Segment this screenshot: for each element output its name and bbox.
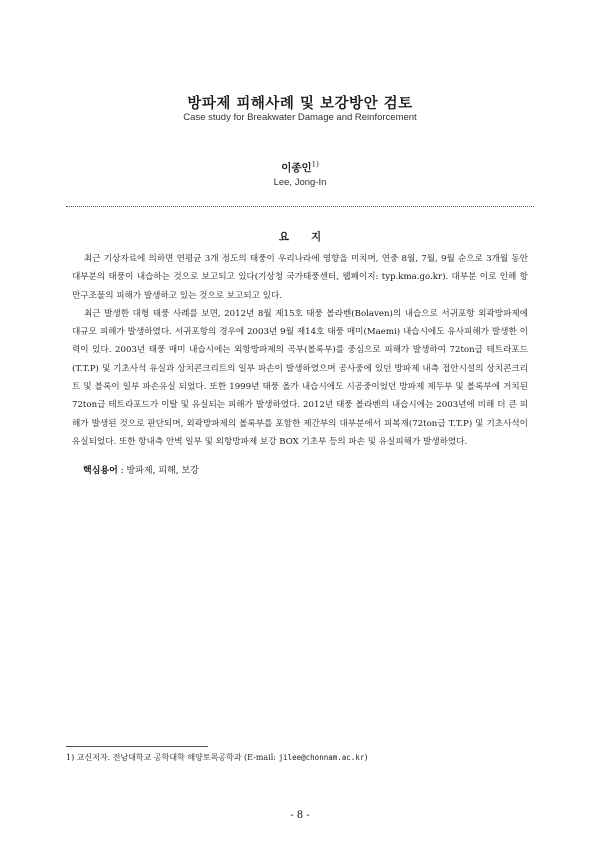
footnote-close: ) [364,753,368,762]
author-footnote-mark: 1) [311,160,319,169]
author-name-english: Lee, Jong-In [273,177,327,188]
keywords-separator: : [117,466,127,476]
keywords-terms: 방파제, 피해, 보강 [126,466,199,476]
abstract-paragraph: 최근 기상자료에 의하면 연평균 3개 정도의 태풍이 우리나라에 영향을 미치며, 연중 8월, 7월, 9월 순으로 3개월 동안 대부분의 태풍이 내습하는 것으로 보고되고 있다(기상청 국가태풍센터, 웹페이지: typ.kma.go.kr). 대부분 이로 인해 항만구조물의 피해가 발생하고 있는 것으로 보고되고 있다. [72,254,528,301]
footnote-email-link[interactable]: jilee@chonnam.ac.kr [278,753,365,762]
author-name [0,160,600,175]
paper-subtitle-english: Case study for Breakwater Damage and Reinforcement [183,112,417,123]
footnote [66,752,536,763]
author-name-korean: 이종인 [281,162,312,174]
paper-title: 방파제 피해사례 및 보강방안 검토 [187,95,413,112]
footnote-rule [66,746,208,747]
header-divider [66,206,534,207]
keywords-label: 핵심용어 [83,466,118,476]
abstract-heading: 요지 [278,231,344,243]
abstract-body [72,250,528,451]
keywords-line [83,463,523,476]
abstract-paragraph: 최근 발생한 대형 태풍 사례를 보면, 2012년 8월 제15호 태풍 볼라벤(Bolaven)의 내습으로 서귀포항 외곽방파제에 대규모 피해가 발생하였다. 서귀포항의 경우에 2003년 9월 제14호 태풍 매미(Maemi) 내습시에도 유사피해가 발생한 이력이 있다. 2003년 태풍 매미 내습시에는 외항방파제의 곡부(볼록부)를 중심으로 피해가 발생하여 72ton급 테트라포드(T.T.P) 및 기초사석 유실과 상치콘크리트의 일부 파손이 발생하였으며 공사중에 있던 방파제 내측 접안시설의 상치콘크리트 및 블록이 일부 파손유실 되었다. 또한 1999년 태풍 올가 내습시에도 시공중이었던 방파제 제두부 및 볼록부에 거치된 72ton급 테트라포드가 이탈 및 유실되는 피해가 발생하였다. 2012년 태풍 볼라벤의 내습시에는 2003년에 비해 더 큰 피해가 발생된 것으로 판단되며, 외곽방파제의 볼록부를 포함한 제간부의 대부분에서 피복재(72ton급 T.T.P) 및 기초사석이 유실되었다. 또한 항내측 안벽 일부 및 외항방파제 보강 BOX 기초부 등의 파손 및 유실피해가 발생하였다. [72,308,528,447]
footnote-text: 1) 교신저자. 전남대학교 공학대학 해양토목공학과 (E-mail: [66,753,279,762]
page-number: - 8 - [290,810,310,821]
